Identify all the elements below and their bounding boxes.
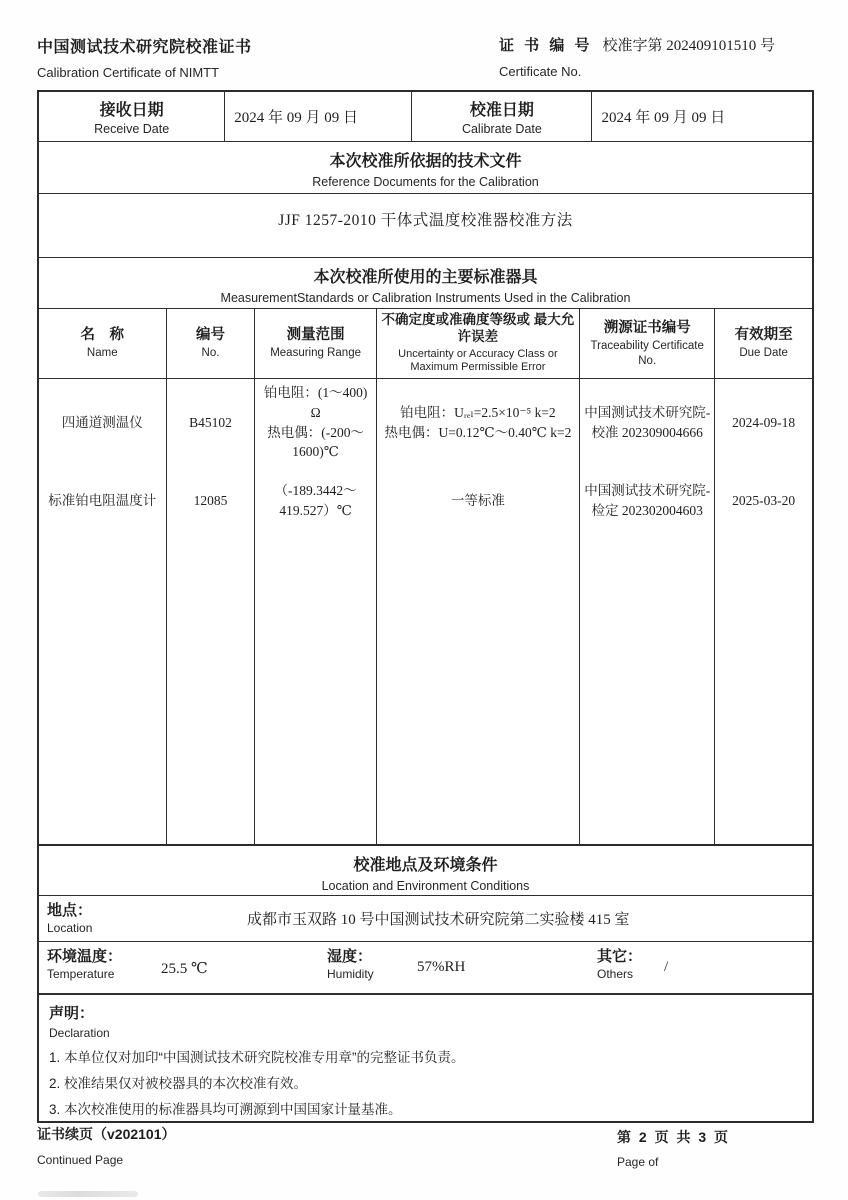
row2-range: （-189.3442～419.527）℃ bbox=[274, 483, 357, 518]
col-header-no: 编号 No. bbox=[167, 309, 256, 378]
location-row bbox=[39, 896, 812, 942]
continued-page-label-en: Continued Page bbox=[37, 1153, 124, 1167]
declaration-section bbox=[39, 995, 812, 1121]
others-value: / bbox=[664, 959, 669, 975]
humidity-label: 湿度： Humidity bbox=[327, 948, 374, 981]
page-number-block bbox=[617, 1127, 730, 1169]
row1-uncertainty: 铂电阻：Uᵣₑₗ=2.5×10⁻⁵ k=2 热电偶：U=0.12℃～0.40℃ k=2 bbox=[384, 404, 572, 440]
row1-name: 四通道测温仪 bbox=[61, 414, 143, 430]
declaration-item-1: 1. 本单位仅对加印“中国测试技术研究院校准专用章”的完整证书负责。 bbox=[49, 1050, 465, 1065]
declaration-item-3: 3. 本次校准使用的标准器具均可溯源到中国国家计量基准。 bbox=[49, 1102, 402, 1117]
declaration-title-en: Declaration bbox=[49, 1026, 110, 1040]
col-uncertainty bbox=[377, 379, 580, 844]
certificate-number-value: 校准字第 202409101510 号 bbox=[602, 38, 776, 54]
col-header-name: 名 称 Name bbox=[39, 309, 167, 378]
doc-footer bbox=[37, 1124, 814, 1180]
row2-due-date: 2025-03-20 bbox=[732, 493, 796, 509]
reference-doc-content: JJF 1257-2010 干体式温度校准器校准方法 bbox=[39, 194, 812, 258]
page-number-en: Page of bbox=[617, 1155, 659, 1169]
standards-header: 本次校准所使用的主要标准器具 MeasurementStandards or Calibration Instruments Used in the Calibration bbox=[39, 258, 812, 309]
certificate-number-label: 证 书 编 号 bbox=[499, 37, 593, 54]
row1-no: B45102 bbox=[189, 414, 232, 430]
standards-column-headers bbox=[39, 309, 812, 379]
receive-date-value: 2024 年 09 月 09 日 bbox=[225, 92, 412, 141]
doc-header bbox=[37, 34, 814, 86]
row1-due-date: 2024-09-18 bbox=[732, 414, 796, 430]
col-due-date bbox=[715, 379, 812, 844]
col-header-measuring-range: 测量范围 Measuring Range bbox=[255, 309, 376, 378]
row2-traceability: 中国测试技术研究院-检定 202302004603 bbox=[584, 483, 711, 518]
declaration-title-cn: 声明： bbox=[49, 1005, 95, 1022]
row1-traceability: 中国测试技术研究院-校准 202309004666 bbox=[584, 404, 711, 440]
continued-page-label-cn: 证书续页（v202101） bbox=[37, 1126, 176, 1142]
doc-title-en: Calibration Certificate of NIMTT bbox=[37, 65, 220, 80]
certificate-number-line bbox=[499, 34, 814, 55]
col-header-uncertainty: 不确定度或准确度等级或 最大允许误差 Uncertainty or Accuracy Class or Maximum Permissible Error bbox=[377, 309, 580, 378]
scan-artifact-smudge bbox=[38, 1191, 138, 1197]
doc-title-cn: 中国测试技术研究院校准证书 bbox=[37, 39, 252, 56]
certificate-number-label-en: Certificate No. bbox=[499, 64, 582, 79]
environment-row bbox=[39, 942, 812, 995]
col-header-due-date: 有效期至 Due Date bbox=[734, 327, 793, 360]
col-name bbox=[39, 379, 167, 844]
page-number-cn: 第 2 页 共 3 页 bbox=[617, 1129, 731, 1145]
col-range bbox=[255, 379, 376, 844]
col-no bbox=[167, 379, 256, 844]
location-label: 地点： Location bbox=[47, 902, 93, 935]
col-header-traceability: 溯源证书编号 Traceability Certificate No. bbox=[580, 309, 715, 378]
receive-date-label: 接收日期 Receive Date bbox=[39, 92, 225, 141]
row2-uncertainty: 一等标准 bbox=[450, 493, 505, 509]
dates-row bbox=[39, 92, 812, 142]
calibrate-date-value: 2024 年 09 月 09 日 bbox=[601, 110, 726, 126]
row2-name: 标准铂电阻温度计 bbox=[48, 493, 157, 509]
certificate-table bbox=[37, 90, 814, 1123]
col-traceability bbox=[580, 379, 715, 844]
location-env-header: 校准地点及环境条件 Location and Environment Conditions bbox=[39, 844, 812, 896]
temperature-label: 环境温度： Temperature bbox=[47, 948, 123, 981]
reference-docs-header: 本次校准所依据的技术文件 Reference Documents for the Calibration bbox=[39, 142, 812, 194]
row1-range: 铂电阻：(1～400) Ω 热电偶：(-200～1600)℃ bbox=[263, 385, 368, 460]
certificate-number-block bbox=[499, 34, 814, 79]
declaration-item-2: 2. 校准结果仅对被校器具的本次校准有效。 bbox=[49, 1076, 308, 1091]
standards-body bbox=[39, 379, 812, 844]
temperature-value: 25.5 ℃ bbox=[161, 961, 208, 977]
others-label: 其它： Others bbox=[597, 948, 643, 981]
calibrate-date-label: 校准日期 Calibrate Date bbox=[412, 92, 592, 141]
row2-no: 12085 bbox=[193, 493, 228, 509]
location-value: 成都市玉双路 10 号中国测试技术研究院第二实验楼 415 室 bbox=[247, 912, 630, 928]
humidity-value: 57%RH bbox=[417, 959, 466, 975]
